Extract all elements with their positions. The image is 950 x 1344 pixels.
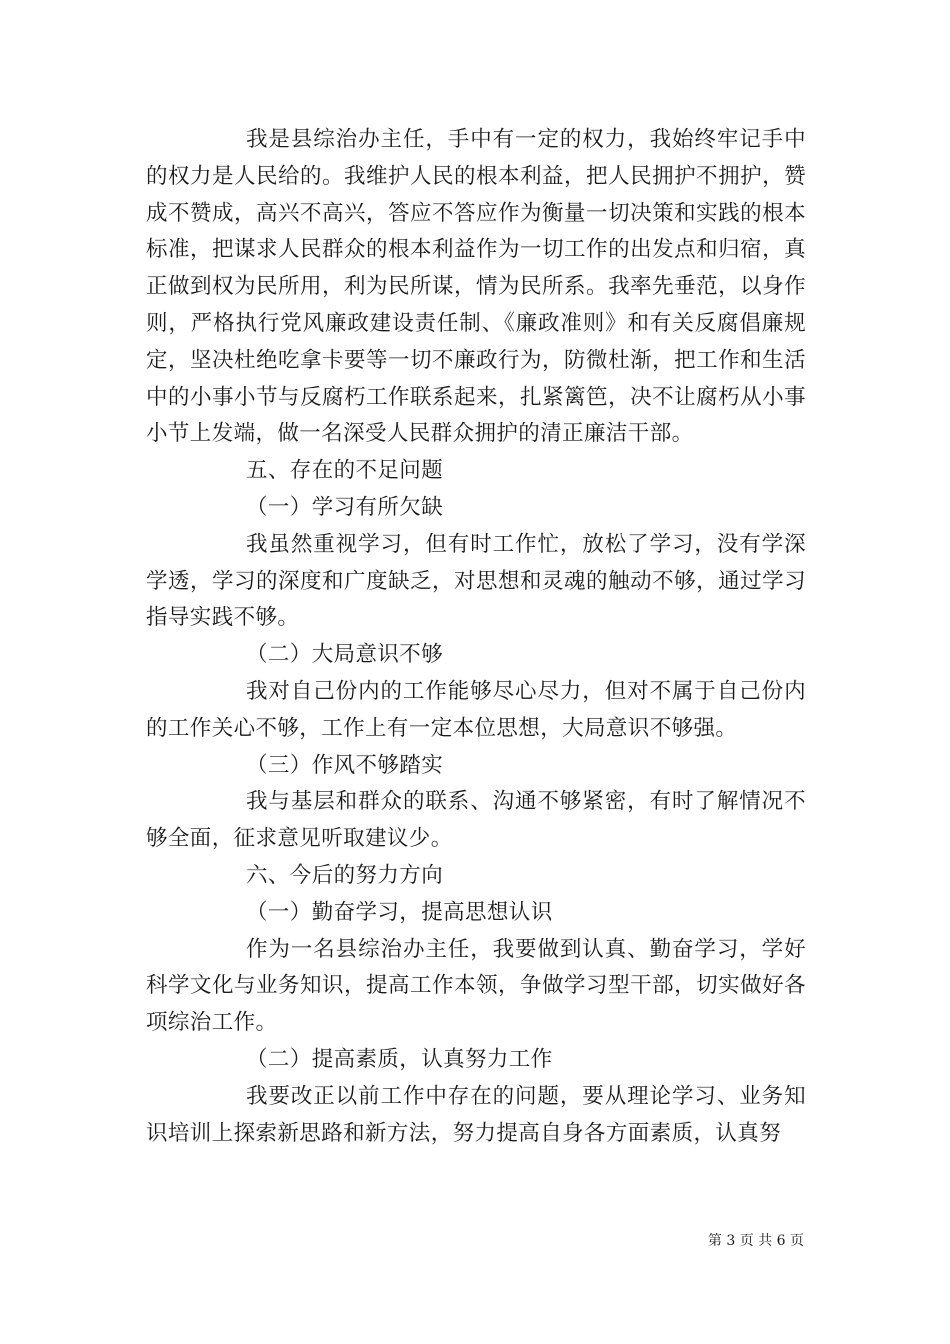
section-5-item-3-heading: （三）作风不够踏实 <box>246 752 444 778</box>
document-body <box>146 122 806 1152</box>
section-5-item-1-heading: （一）学习有所欠缺 <box>246 494 444 520</box>
section-5-item-3-text: 我与基层和群众的联系、沟通不够紧密，有时了解情况不够全面，征求意见听取建议少。 <box>146 789 806 852</box>
page-number-footer: 第 3 页 共 6 页 <box>707 1233 804 1249</box>
section-6-item-2-text: 我要改正以前工作中存在的问题，要从理论学习、业务知识培训上探索新思路和新方法，努力提高自身各方面素质，认真努 <box>146 1083 806 1146</box>
section-5-item-2-heading: （二）大局意识不够 <box>246 642 444 668</box>
paragraph-integrity: 我是县综治办主任，手中有一定的权力，我始终牢记手中的权力是人民给的。我维护人民的根本利益，把人民拥护不拥护，赞成不赞成，高兴不高兴，答应不答应作为衡量一切决策和实践的根本标准，把谋求人民群众的根本利益作为一切工作的出发点和归宿，真正做到权为民所用，利为民所谋，情为民所系。我率先垂范，以身作则，严格执行党风廉政建设责任制、《廉政准则》和有关反腐倡廉规定，坚决杜绝吃拿卡要等一切不廉政行为，防微杜渐，把工作和生活中的小事小节与反腐朽工作联系起来，扎紧篱笆，决不让腐朽从小事小节上发端，做一名深受人民群众拥护的清正廉洁干部。 <box>146 127 806 447</box>
section-5-heading: 五、存在的不足问题 <box>246 458 444 484</box>
section-6-item-1-heading: （一）勤奋学习，提高思想认识 <box>246 899 553 925</box>
section-5-item-1-text: 我虽然重视学习，但有时工作忙，放松了学习，没有学深学透，学习的深度和广度缺乏，对思想和灵魂的触动不够，通过学习指导实践不够。 <box>146 531 806 631</box>
section-6-item-1-text: 作为一名县综治办主任，我要做到认真、勤奋学习，学好科学文化与业务知识，提高工作本领，争做学习型干部，切实做好各项综治工作。 <box>146 936 806 1036</box>
section-6-item-2-heading: （二）提高素质，认真努力工作 <box>246 1046 553 1072</box>
section-5-item-2-text: 我对自己份内的工作能够尽心尽力，但对不属于自己份内的工作关心不够，工作上有一定本位思想，大局意识不够强。 <box>146 678 806 741</box>
section-6-heading: 六、今后的努力方向 <box>246 862 444 888</box>
